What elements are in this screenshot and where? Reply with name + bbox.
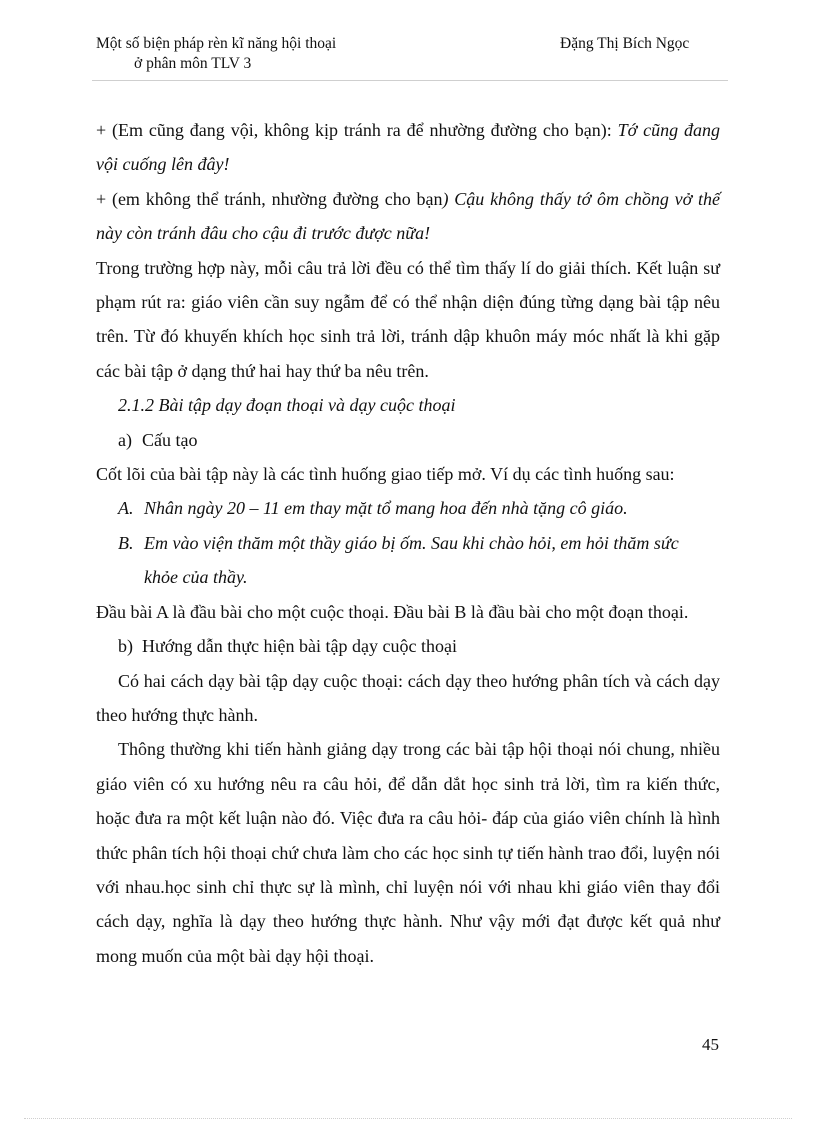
subheading-b <box>96 629 720 663</box>
body-text <box>96 113 720 973</box>
subheading-b-label: b) <box>118 636 133 657</box>
paragraph-problems: Đầu bài A là đầu bài cho một cuộc thoại. Đầu bài B là đầu bài cho một đoạn thoại. <box>96 601 689 622</box>
reply-2-context: + (em không thể tránh, nhường đường cho bạn <box>96 188 443 209</box>
paragraph-methods: Có hai cách dạy bài tập dạy cuộc thoại: cách dạy theo hướng phân tích và cách dạy theo hướng thực hành. <box>96 670 720 725</box>
page-bottom-border <box>24 1118 792 1119</box>
paragraph-core: Cốt lõi của bài tập này là các tình huống giao tiếp mở. Ví dụ các tình huống sau: <box>96 464 675 485</box>
reply-2-speech: ) Cậu không thấy tớ ôm chồng vở thế này còn tránh đâu cho cậu đi trước được nữa! <box>96 188 720 244</box>
subheading-b-text: Hướng dẫn thực hiện bài tập dạy cuộc thoại <box>142 636 457 657</box>
page-number: 45 <box>702 1035 719 1054</box>
list-item-a-text: Nhân ngày 20 – 11 em thay mặt tổ mang hoa đến nhà tặng cô giáo. <box>144 498 628 519</box>
paragraph-reply-2 <box>96 182 720 251</box>
paragraph-reply-1 <box>96 113 720 182</box>
header-title-line1: Một số biện pháp rèn kĩ năng hội thoại <box>96 35 337 52</box>
list-item-a <box>96 491 720 525</box>
subheading-a-label: a) <box>118 429 132 450</box>
list-item-b-continued <box>96 560 720 594</box>
paragraph-conclusion: Trong trường hợp này, mỗi câu trả lời đều có thể tìm thấy lí do giải thích. Kết luận sư phạm rút ra: giáo viên cần suy ngẫm để có thể nhận diện đúng từng dạng bài tập nêu trên. Từ đó khuyến khích học sinh trả lời, tránh dập khuôn máy móc nhất là khi gặp các bài tập ở dạng thứ hai hay thứ ba nêu trên. <box>96 257 720 381</box>
header-author: Đặng Thị Bích Ngọc <box>560 35 690 52</box>
list-item-b-label: B. <box>118 532 134 553</box>
paragraph-practice: Thông thường khi tiến hành giảng dạy trong các bài tập hội thoại nói chung, nhiều giáo viên có xu hướng nêu ra câu hỏi, để dẫn dắt học sinh trả lời, tìm ra kiến thức, hoặc đưa ra một kết luận nào đó. Việc đưa ra câu hỏi- đáp của giáo viên chính là hình thức phân tích hội thoại chứ chưa làm cho các học sinh tự tiến hành trao đổi, luyện nói với nhau.học sinh chỉ thực sự là mình, chỉ luyện nói với nhau khi giáo viên thay đổi cách dạy, nghĩa là dạy theo hướng thực hành. Như vậy mới đạt được kết quả như mong muốn của một bài dạy hội thoại. <box>96 739 720 966</box>
subheading-a <box>96 423 720 457</box>
list-item-b <box>96 526 720 560</box>
list-item-a-label: A. <box>118 498 134 519</box>
list-item-b-text-2: khỏe của thầy. <box>144 567 248 588</box>
header-title-line2: ở phân môn TLV 3 <box>134 55 252 72</box>
list-item-b-text: Em vào viện thăm một thầy giáo bị ốm. Sau khi chào hỏi, em hỏi thăm sức <box>144 532 679 553</box>
subheading-a-text: Cấu tạo <box>142 429 198 450</box>
header-title <box>96 34 336 74</box>
header-rule <box>92 80 728 81</box>
section-heading: 2.1.2 Bài tập dạy đoạn thoại và dạy cuộc thoại <box>118 395 456 416</box>
reply-1-context: + (Em cũng đang vội, không kịp tránh ra để nhường đường cho bạn): <box>96 120 618 140</box>
reply-1-speech: Tớ cũng đang vội cuống lên đây! <box>96 120 721 175</box>
